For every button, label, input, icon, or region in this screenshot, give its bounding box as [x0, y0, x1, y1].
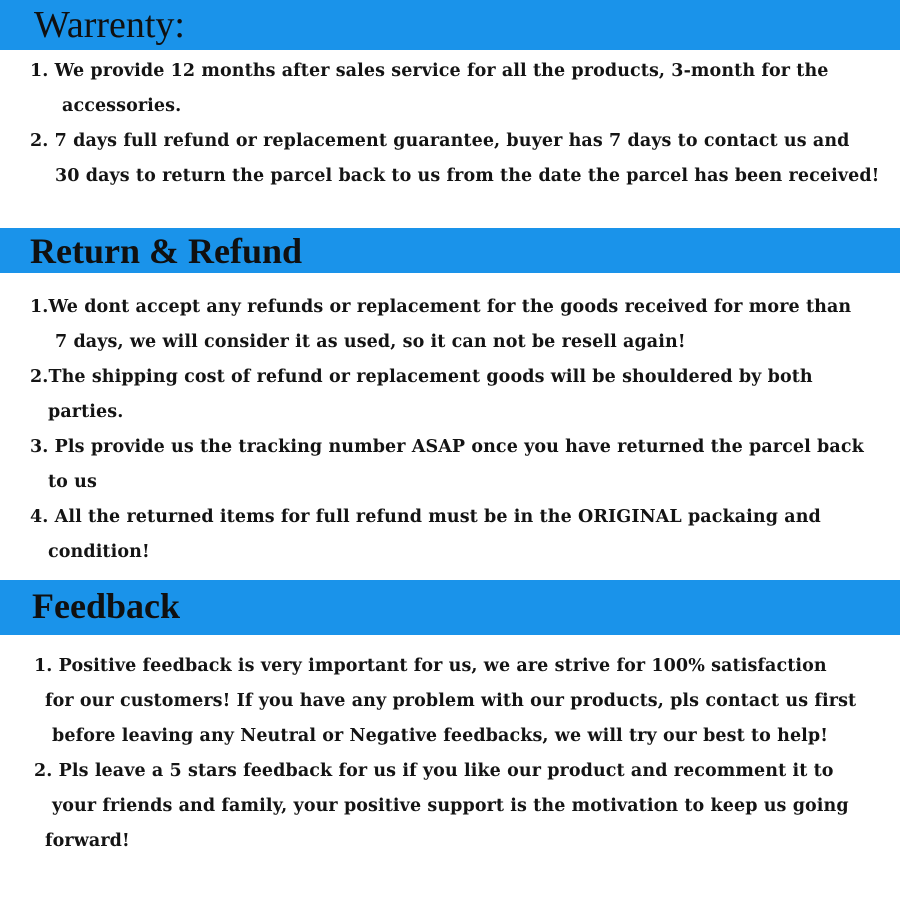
warranty-item-2-line-1: 2. 7 days full refund or replacement guarantee, buyer has 7 days to contact us and — [30, 131, 850, 151]
warranty-item-1-line-1: 1. We provide 12 months after sales service for all the products, 3-month for the — [30, 61, 829, 81]
return-item-1-line-2: 7 days, we will consider it as used, so it can not be resell again! — [55, 332, 686, 352]
return-item-4-line-1: 4. All the returned items for full refund must be in the ORIGINAL packaing and — [30, 507, 821, 527]
warranty-title: Warrenty: — [34, 4, 185, 46]
return-item-1-line-1: 1.We dont accept any refunds or replacement for the goods received for more than — [30, 297, 852, 317]
return-item-2-line-1: 2.The shipping cost of refund or replacement goods will be shouldered by both — [30, 367, 813, 387]
return-item-3-line-1: 3. Pls provide us the tracking number ASAP once you have returned the parcel back — [30, 437, 864, 457]
feedback-title: Feedback — [32, 586, 180, 626]
return-refund-title: Return & Refund — [30, 231, 303, 271]
feedback-item-2-line-3: forward! — [45, 831, 130, 851]
feedback-item-1-line-3: before leaving any Neutral or Negative feedbacks, we will try our best to help! — [52, 726, 829, 746]
feedback-item-1-line-2: for our customers! If you have any problem with our products, pls contact us first — [45, 691, 857, 711]
warranty-item-2-line-2: 30 days to return the parcel back to us from the date the parcel has been received! — [55, 166, 880, 186]
feedback-item-1-line-1: 1. Positive feedback is very important for us, we are strive for 100% satisfaction — [34, 656, 827, 676]
return-item-4-line-2: condition! — [48, 542, 150, 562]
feedback-item-2-line-1: 2. Pls leave a 5 stars feedback for us if you like our product and recomment it to — [34, 761, 834, 781]
feedback-item-2-line-2: your friends and family, your positive support is the motivation to keep us going — [52, 796, 849, 816]
warranty-item-1-line-2: accessories. — [62, 96, 182, 116]
return-item-3-line-2: to us — [48, 472, 97, 492]
return-item-2-line-2: parties. — [48, 402, 124, 422]
